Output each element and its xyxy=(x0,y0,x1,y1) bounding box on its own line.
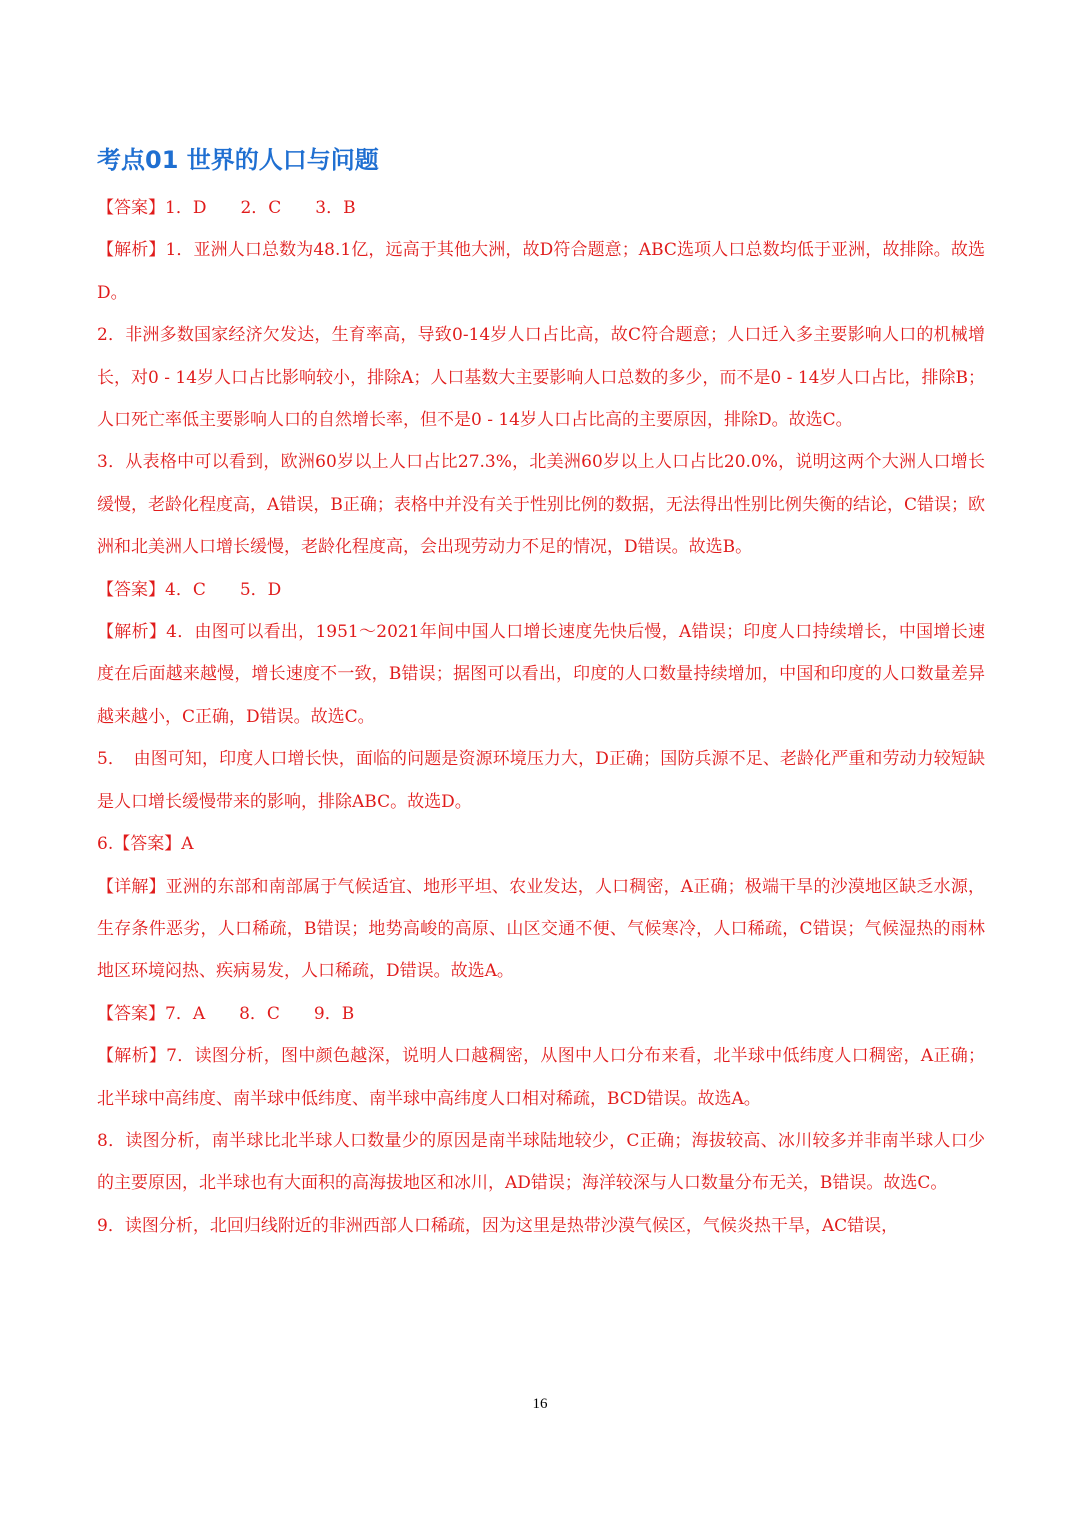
answer-content xyxy=(97,187,985,1247)
answer-line-6: 6.【答案】A xyxy=(97,834,194,855)
explanation-8: 8．读图分析，南半球比北半球人口数量少的原因是南半球陆地较少，C正确；海拔较高、冰川较多并非南半球人口少的主要原因，北半球也有大面积的高海拔地区和冰川，AD错误；海洋较深与人口数量分布无关，B错误。故选C。 xyxy=(97,1130,985,1194)
answer-line-4-5: 【答案】4．C 5．D xyxy=(97,579,282,600)
explanation-9: 9．读图分析，北回归线附近的非洲西部人口稀疏，因为这里是热带沙漠气候区，气候炎热干旱，AC错误， xyxy=(97,1215,899,1236)
explanation-3: 3．从表格中可以看到，欧洲60岁以上人口占比27.3%，北美洲60岁以上人口占比20.0%，说明这两个大洲人口增长缓慢，老龄化程度高，A错误，B正确；表格中并没有关于性别比例的数据，无法得出性别比例失衡的结论，C错误；欧洲和北美洲人口增长缓慢，老龄化程度高，会出现劳动力不足的情况，D错误。故选B。 xyxy=(97,452,985,558)
answer-line-1-3: 【答案】1．D 2．C 3．B xyxy=(97,198,356,218)
page-number: 16 xyxy=(532,1396,548,1412)
explanation-1: 【解析】1．亚洲人口总数为48.1亿，远高于其他大洲，故D符合题意；ABC选项人口总数均低于亚洲，故排除。故选D。 xyxy=(97,240,985,303)
explanation-6: 【详解】亚洲的东部和南部属于气候适宜、地形平坦、农业发达，人口稠密，A正确；极端干旱的沙漠地区缺乏水源，生存条件恶劣，人口稀疏，B错误；地势高峻的高原、山区交通不便、气候寒冷，人口稀疏，C错误；气候湿热的雨林地区环境闷热、疾病易发，人口稀疏，D错误。故选A。 xyxy=(97,876,985,982)
explanation-7: 【解析】7．读图分析，图中颜色越深，说明人口越稠密，从图中人口分布来看，北半球中低纬度人口稠密，A正确；北半球中高纬度、南半球中低纬度、南半球中高纬度人口相对稀疏，BCD错误。故选A。 xyxy=(97,1046,985,1109)
explanation-5: 5． 由图可知，印度人口增长快，面临的问题是资源环境压力大，D正确；国防兵源不足、老龄化严重和劳动力较短缺是人口增长缓慢带来的影响，排除ABC。故选D。 xyxy=(97,749,985,812)
explanation-2: 2．非洲多数国家经济欠发达，生育率高，导致0-14岁人口占比高，故C符合题意；人口迁入多主要影响人口的机械增长，对0 - 14岁人口占比影响较小，排除A；人口基数大主要影响人口总数的多少，而不是0 - 14岁人口占比，排除B；人口死亡率低主要影响人口的自然增长率，但不是0 - 14岁人口占比高的主要原因，排除D。故选C。 xyxy=(97,325,985,431)
answer-line-7-9: 【答案】7．A 8．C 9．B xyxy=(97,1003,355,1024)
section-title: 考点01 世界的人口与问题 xyxy=(97,146,379,174)
explanation-4: 【解析】4．由图可以看出，1951～2021年间中国人口增长速度先快后慢，A错误；印度人口持续增长，中国增长速度在后面越来越慢，增长速度不一致，B错误；据图可以看出，印度的人口数量持续增加，中国和印度的人口数量差异越来越小，C正确，D错误。故选C。 xyxy=(97,622,985,727)
